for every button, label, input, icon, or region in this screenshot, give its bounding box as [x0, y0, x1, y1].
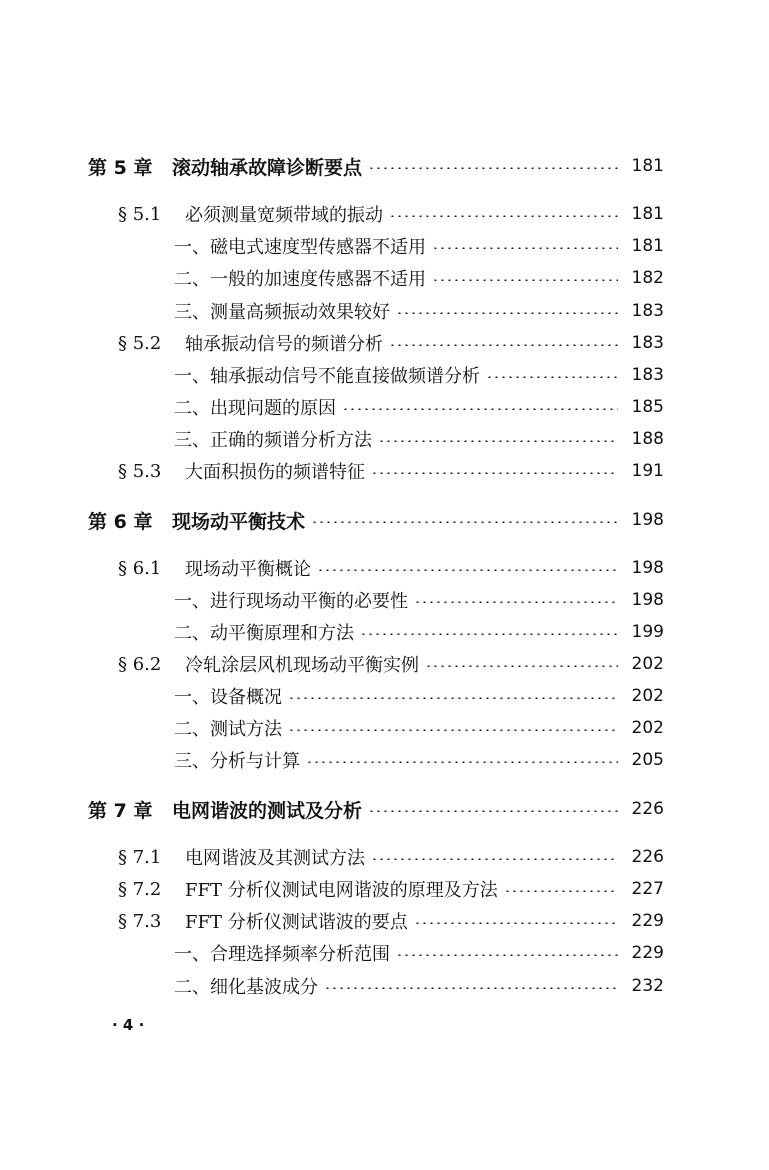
toc-section-number: § 6.2	[118, 653, 162, 675]
toc-subsection	[174, 231, 664, 261]
toc-subsection	[174, 971, 664, 1001]
toc-subsection-title: 二、测试方法	[174, 719, 282, 740]
toc-section-number: § 5.1	[118, 203, 162, 225]
toc-page-number: 226	[631, 847, 664, 867]
toc-subsection-title: 二、一般的加速度传感器不适用	[174, 269, 426, 290]
toc-subsection-title: 三、正确的频谱分析方法	[174, 430, 372, 451]
toc-page-number: 229	[631, 911, 664, 931]
toc-section-title: FFT 分析仪测试谐波的要点	[185, 912, 408, 933]
toc-section	[118, 842, 664, 872]
toc-page-number: 227	[631, 879, 664, 899]
toc-leader-dots	[396, 954, 618, 956]
toc-subsection-title: 一、磁电式速度型传感器不适用	[174, 237, 426, 258]
toc-leader-dots	[486, 376, 618, 378]
toc-section	[118, 553, 664, 583]
toc-section-number: § 5.3	[118, 460, 162, 482]
toc-page-number: 226	[631, 799, 664, 819]
toc-page-number: 198	[631, 558, 664, 578]
toc-chapter	[88, 151, 664, 181]
toc-subsection	[174, 938, 664, 968]
toc-section	[118, 328, 664, 358]
toc-section	[118, 906, 664, 936]
toc-section-title: 必须测量宽频带域的振动	[185, 205, 383, 226]
toc-leader-dots	[432, 247, 618, 249]
toc-subsection	[174, 424, 664, 454]
toc-section	[118, 649, 664, 679]
toc-page-number: 183	[631, 365, 664, 385]
toc-chapter-number: 第 7 章	[88, 799, 153, 822]
toc-page-number: 229	[631, 943, 664, 963]
toc-leader-dots	[371, 858, 618, 860]
toc-section-title: 电网谐波及其测试方法	[185, 848, 365, 869]
toc-leader-dots	[288, 697, 618, 699]
toc-chapter	[88, 794, 664, 824]
toc-subsection-title: 二、出现问题的原因	[174, 398, 336, 419]
toc-section-number: § 5.2	[118, 332, 162, 354]
toc-leader-dots	[396, 312, 618, 314]
toc-leader-dots	[311, 521, 618, 523]
toc-subsection	[174, 617, 664, 647]
toc-chapter-title: 电网谐波的测试及分析	[172, 799, 363, 822]
toc-page-number: 199	[631, 622, 664, 642]
toc-leader-dots	[371, 472, 618, 474]
toc-page-number: 198	[631, 590, 664, 610]
toc-subsection	[174, 745, 664, 775]
toc-subsection-title: 二、细化基波成分	[174, 977, 318, 998]
toc-leader-dots	[432, 279, 618, 281]
toc-section-number: § 6.1	[118, 557, 162, 579]
toc-leader-dots	[324, 987, 618, 989]
toc-subsection	[174, 681, 664, 711]
toc-leader-dots	[504, 890, 618, 892]
toc-page-number: 202	[631, 654, 664, 674]
toc-chapter-title: 滚动轴承故障诊断要点	[172, 156, 363, 179]
toc-section-title: 轴承振动信号的频谱分析	[185, 334, 383, 355]
toc-leader-dots	[288, 729, 618, 731]
toc-leader-dots	[389, 215, 618, 217]
toc-page-number: 232	[631, 976, 664, 996]
toc-section-number: § 7.3	[118, 910, 162, 932]
toc-page-number: 202	[631, 686, 664, 706]
toc-leader-dots	[368, 167, 618, 169]
toc-leader-dots	[360, 633, 618, 635]
toc-subsection-title: 一、设备概况	[174, 687, 282, 708]
toc-page-number: 202	[631, 718, 664, 738]
toc-page-number: 185	[631, 397, 664, 417]
toc-section-title: 大面积损伤的频谱特征	[185, 462, 365, 483]
toc-page-number: 198	[631, 510, 664, 530]
toc-subsection-title: 三、测量高频振动效果较好	[174, 302, 390, 323]
toc-subsection-title: 一、轴承振动信号不能直接做频谱分析	[174, 366, 480, 387]
toc-page-number: 181	[631, 236, 664, 256]
toc-section-title: 现场动平衡概论	[185, 559, 311, 580]
toc-subsection	[174, 585, 664, 615]
toc-chapter-number: 第 6 章	[88, 510, 153, 533]
page-folio: · 4 ·	[112, 1016, 145, 1034]
toc-subsection-title: 一、进行现场动平衡的必要性	[174, 591, 408, 612]
toc-subsection	[174, 392, 664, 422]
toc-page-number: 188	[631, 429, 664, 449]
toc-page-number: 182	[631, 268, 664, 288]
toc-section-title: 冷轧涂层风机现场动平衡实例	[185, 655, 419, 676]
toc-section-title: FFT 分析仪测试电网谐波的原理及方法	[185, 880, 498, 901]
toc-leader-dots	[368, 810, 618, 812]
toc-subsection	[174, 296, 664, 326]
toc-leader-dots	[414, 601, 618, 603]
toc-subsection	[174, 263, 664, 293]
toc-chapter	[88, 505, 664, 535]
toc-subsection-title: 三、分析与计算	[174, 751, 300, 772]
toc-subsection	[174, 360, 664, 390]
toc-page-number: 205	[631, 750, 664, 770]
toc-leader-dots	[378, 440, 618, 442]
toc-subsection-title: 一、合理选择频率分析范围	[174, 944, 390, 965]
toc-page-number: 183	[631, 301, 664, 321]
toc-subsection-title: 二、动平衡原理和方法	[174, 623, 354, 644]
toc-section	[118, 199, 664, 229]
toc-page-number: 183	[631, 333, 664, 353]
toc-section-number: § 7.2	[118, 878, 162, 900]
toc-leader-dots	[342, 408, 618, 410]
toc-page-number: 181	[631, 204, 664, 224]
toc-leader-dots	[414, 922, 618, 924]
toc-leader-dots	[306, 761, 618, 763]
toc-section	[118, 456, 664, 486]
toc-section-number: § 7.1	[118, 846, 162, 868]
toc-section	[118, 874, 664, 904]
toc-page-number: 181	[631, 156, 664, 176]
toc-chapter-number: 第 5 章	[88, 156, 153, 179]
toc-leader-dots	[317, 569, 618, 571]
toc-leader-dots	[389, 344, 618, 346]
toc-subsection	[174, 713, 664, 743]
toc-page-number: 191	[631, 461, 664, 481]
toc-leader-dots	[425, 665, 618, 667]
toc-chapter-title: 现场动平衡技术	[172, 510, 306, 533]
